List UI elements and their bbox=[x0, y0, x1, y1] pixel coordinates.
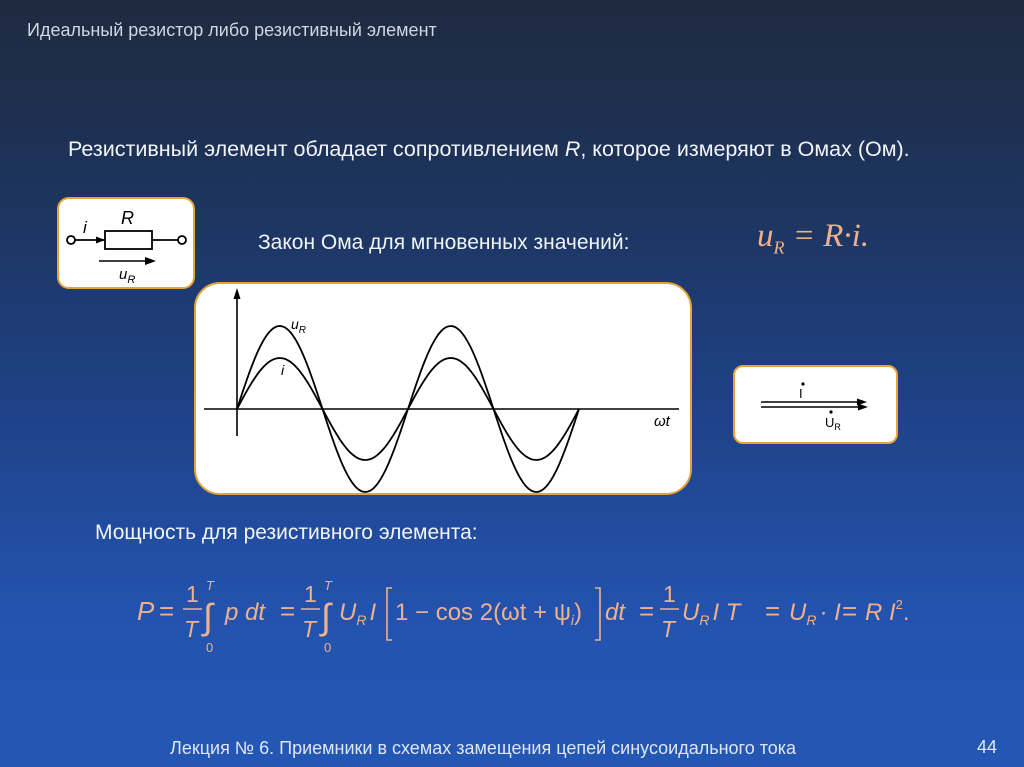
phasor-voltage-sub: R bbox=[834, 422, 841, 432]
ohm-formula-lhs: u bbox=[757, 218, 774, 254]
phasor-voltage-main: U bbox=[825, 415, 835, 430]
slide-title: Идеальный резистор либо резистивный элемент bbox=[27, 20, 437, 40]
int1-upper: T bbox=[206, 578, 214, 593]
circuit-voltage-label bbox=[119, 266, 135, 286]
power-formula bbox=[137, 574, 937, 664]
eq-2: = bbox=[280, 596, 296, 626]
bracket-body bbox=[395, 599, 582, 628]
terminal-left bbox=[67, 236, 75, 244]
waveform-panel bbox=[194, 282, 692, 495]
ohm-formula-sub: R bbox=[773, 237, 785, 258]
waveform-chart bbox=[196, 284, 690, 493]
term4-main: U bbox=[789, 599, 807, 626]
term5-main: R I bbox=[865, 599, 896, 626]
bracket-text: 1 − cos 2(ωt + ψ bbox=[395, 599, 571, 626]
term1: p dt bbox=[225, 599, 266, 626]
circuit-voltage-sub: R bbox=[127, 274, 136, 286]
waveform-current-label: i bbox=[281, 362, 285, 378]
phasor-voltage-label bbox=[825, 415, 841, 432]
bracket-sub: i bbox=[570, 612, 575, 628]
page-number: 44 bbox=[977, 737, 998, 757]
frac2-num: 1 bbox=[304, 581, 317, 607]
bracket-right bbox=[595, 588, 600, 640]
term3-main: U bbox=[682, 599, 700, 626]
term2 bbox=[339, 599, 376, 628]
ohm-law-label: Закон Ома для мгновенных значений: bbox=[258, 231, 630, 254]
term3-sub: R bbox=[699, 612, 710, 628]
term5-sup: 2 bbox=[895, 597, 903, 612]
phasor-panel bbox=[733, 365, 898, 444]
resistor-circuit-panel bbox=[57, 197, 195, 289]
frac3-num: 1 bbox=[663, 581, 676, 607]
eq-4: = bbox=[765, 596, 781, 626]
dt: dt bbox=[605, 599, 626, 626]
eq-3: = bbox=[639, 596, 655, 626]
circuit-current-label: i bbox=[83, 218, 87, 237]
ohm-formula-rhs: = R·i. bbox=[784, 218, 870, 254]
intro-text-1: Резистивный элемент обладает сопротивлением bbox=[68, 137, 565, 161]
phasor-diagram bbox=[735, 367, 896, 442]
phasor-current-label: I bbox=[799, 386, 803, 401]
term5 bbox=[865, 597, 910, 626]
terminal-right bbox=[178, 236, 186, 244]
term2-a-sub: R bbox=[356, 612, 367, 628]
intro-paragraph bbox=[68, 135, 948, 163]
frac1-num: 1 bbox=[186, 581, 199, 607]
phasor-dot-icon-2 bbox=[829, 410, 832, 413]
frac1-den: T bbox=[184, 616, 199, 642]
resistor-body bbox=[105, 231, 152, 249]
term2-b: I bbox=[369, 599, 377, 626]
eq-5: = bbox=[842, 596, 858, 626]
int2-lower: 0 bbox=[324, 640, 332, 655]
waveform-axis-label: ωt bbox=[654, 413, 670, 430]
frac3-den: T bbox=[661, 616, 676, 642]
circuit-resistor-label: R bbox=[121, 208, 134, 228]
int1-lower: 0 bbox=[206, 640, 214, 655]
eq-1: = bbox=[159, 596, 175, 626]
voltage-arrow-icon bbox=[145, 257, 156, 265]
power-lhs: P bbox=[137, 596, 155, 626]
ohm-law-formula bbox=[757, 218, 869, 259]
waveform-voltage-main: u bbox=[291, 316, 299, 332]
term4 bbox=[789, 599, 841, 628]
power-label: Мощность для резистивного элемента: bbox=[95, 521, 478, 544]
frac2-den: T bbox=[302, 616, 317, 642]
circuit-voltage-main: u bbox=[119, 266, 128, 283]
bracket-left bbox=[387, 588, 392, 640]
footer-lecture: Лекция № 6. Приемники в схемах замещения цепей синусоидального тока bbox=[170, 738, 797, 758]
term4-sub: R bbox=[806, 612, 817, 628]
integral-2-icon: ∫ bbox=[321, 596, 331, 637]
intro-text-2: , которое измеряют в Омах (Ом). bbox=[580, 137, 910, 161]
waveform-voltage-label bbox=[291, 316, 306, 336]
integral-1-icon: ∫ bbox=[203, 596, 213, 637]
bracket-close: ) bbox=[574, 599, 583, 626]
formula-end: . bbox=[902, 599, 910, 626]
resistor-symbol-icon bbox=[59, 199, 193, 287]
value-axis-arrow-icon bbox=[234, 288, 241, 299]
term3-rest: I T bbox=[712, 599, 741, 626]
voltage-phasor-arrow-icon bbox=[858, 404, 868, 411]
intro-symbol: R bbox=[564, 137, 581, 161]
int2-upper: T bbox=[324, 578, 332, 593]
current-arrow-icon bbox=[96, 237, 105, 244]
waveform-voltage-sub: R bbox=[298, 325, 307, 336]
term3 bbox=[682, 599, 743, 628]
term4-rest: · I bbox=[819, 599, 841, 626]
term2-a: U bbox=[339, 599, 357, 626]
